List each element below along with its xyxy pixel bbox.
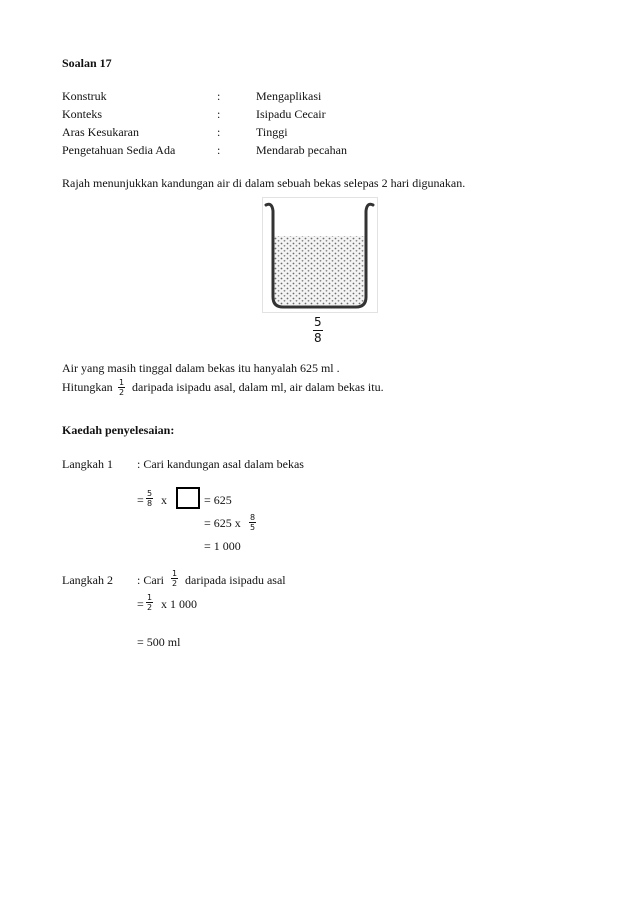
question-title: Soalan 17 <box>62 56 112 70</box>
step2-desc-prefix: : Cari <box>137 573 164 587</box>
water-fill <box>274 236 365 305</box>
step1-eq1-fraction-num: 5 <box>147 489 153 498</box>
step1-eq3-text: = 1 000 <box>204 539 241 553</box>
question-fraction-den: 2 <box>119 388 125 397</box>
question-fraction <box>118 378 125 397</box>
step2-desc-fraction-den: 2 <box>172 579 178 588</box>
info-label-pengetahuan: Pengetahuan Sedia Ada <box>62 143 176 157</box>
step2-eq2-text: = 500 ml <box>137 635 181 649</box>
step1-eq1-fraction <box>146 489 153 508</box>
figure-fraction-den: 8 <box>314 331 322 345</box>
unknown-box <box>176 487 200 509</box>
intro-text: Rajah menunjukkan kandungan air di dalam sebuah bekas selepas 2 hari digunakan. <box>62 176 466 190</box>
info-value-aras: Tinggi <box>256 125 288 139</box>
question-fraction-num: 1 <box>119 378 125 387</box>
info-label-konteks: Konteks <box>62 107 102 121</box>
step1-eq1-times: x <box>161 493 167 507</box>
question-line-2-prefix: Hitungkan <box>62 380 113 394</box>
info-sep: : <box>217 143 221 157</box>
step2-eq1-fraction-den: 2 <box>147 603 153 612</box>
method-heading: Kaedah penyelesaian: <box>62 423 175 437</box>
step2-desc-fraction <box>171 569 178 588</box>
step1-desc: : Cari kandungan asal dalam bekas <box>137 457 304 471</box>
step2-eq1-fraction-num: 1 <box>147 593 153 602</box>
step2-eq1-prefix: = <box>137 597 144 611</box>
info-label-konstruk: Konstruk <box>62 89 107 103</box>
info-value-konstruk: Mengaplikasi <box>256 89 322 103</box>
step1-eq2-fraction-den: 5 <box>250 523 256 532</box>
figure-fraction <box>313 315 323 346</box>
step1-eq1-result: = 625 <box>204 493 232 507</box>
question-line-1: Air yang masih tinggal dalam bekas itu hanyalah 625 ml . <box>62 361 340 375</box>
figure-fraction-num: 5 <box>314 315 322 329</box>
step1-eq2-fraction <box>249 513 256 532</box>
step2-desc-fraction-num: 1 <box>172 569 178 578</box>
step2-desc-suffix: daripada isipadu asal <box>185 573 286 587</box>
step1-eq2-fraction-num: 8 <box>250 513 256 522</box>
info-label-aras: Aras Kesukaran <box>62 125 139 139</box>
info-sep: : <box>217 89 221 103</box>
question-line-2-suffix: daripada isipadu asal, dalam ml, air dalam bekas itu. <box>132 380 384 394</box>
step2-eq1-text: x 1 000 <box>161 597 197 611</box>
beaker-figure <box>262 197 378 313</box>
info-sep: : <box>217 107 221 121</box>
info-sep: : <box>217 125 221 139</box>
step1-eq2-text: = 625 x <box>204 516 241 530</box>
step1-label: Langkah 1 <box>62 457 113 471</box>
info-value-konteks: Isipadu Cecair <box>256 107 326 121</box>
step1-eq1-fraction-den: 8 <box>147 499 153 508</box>
step2-label: Langkah 2 <box>62 573 113 587</box>
info-value-pengetahuan: Mendarab pecahan <box>256 143 347 157</box>
step2-eq1-fraction <box>146 593 153 612</box>
step1-eq1-prefix: = <box>137 493 144 507</box>
